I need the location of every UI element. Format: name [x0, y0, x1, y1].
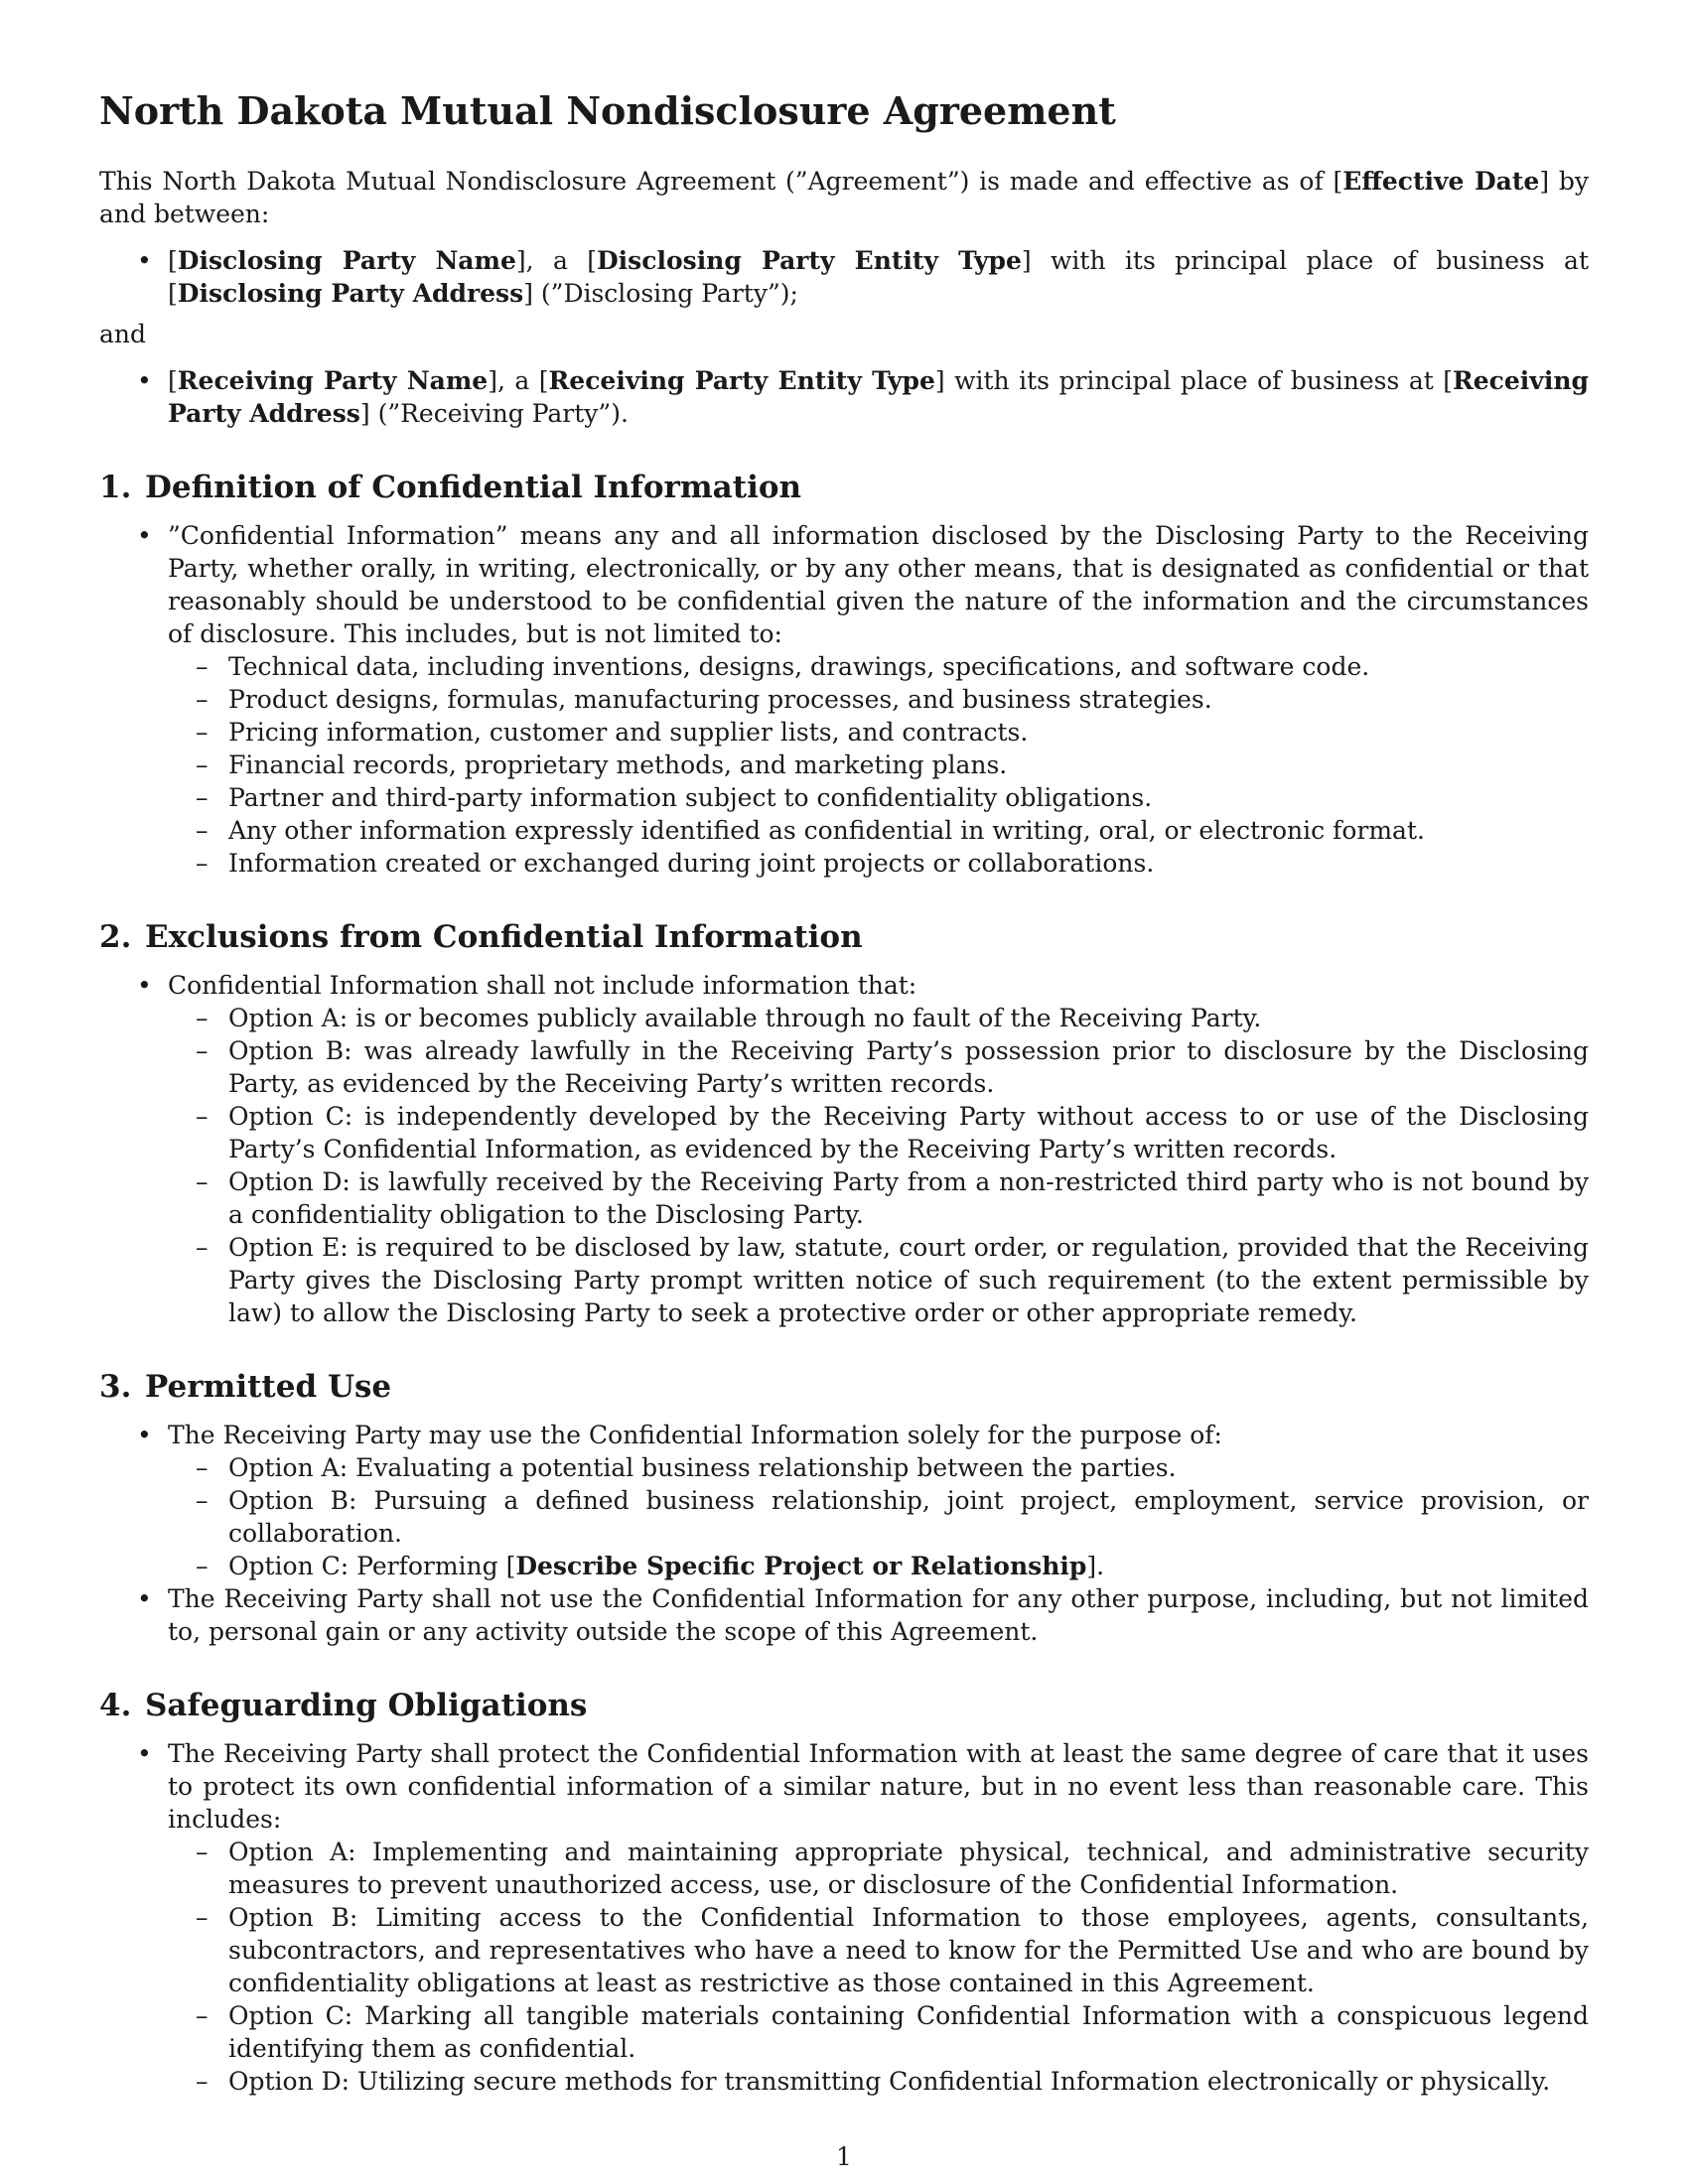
sub-list-item: – Option A: is or becomes publicly available through no fault of the Receiving Party. [168, 1002, 1589, 1034]
list-item: • Confidential Information shall not include information that: – Option A: is or becomes publicly available through no fault of the Receiving Party. – Option B: was already lawfully in the Receiving Party’s possession prior to disclosure by the Disclosing Party, as evidenced by the Receiving Party’s written records. – Option C: is independently developed by the Receiving Party without access to or use of the Disclosing Party’s Confidential Information, as evidenced by the Receiving Party’s written records. – Option D: is lawfully received by the Receiving Party from a non-restricted third party who is not bound by a confidentiality obligation to the Disclosing Party. – Option E: is required to be disclosed by law, statute, court order, or regulation, provided that the Receiving Party gives the Disclosing Party prompt written notice of such requirement (to the extent permissible by law) to allow the Disclosing Party to seek a protective order or other appropriate remedy. [99, 969, 1589, 1329]
disclosing-party-entity-placeholder: Disclosing Party Entity Type [596, 246, 1022, 275]
sub-list-item: – Option C: Marking all tangible materials containing Confidential Information with a conspicuous legend identifying them as confidential. [168, 1999, 1589, 2065]
sub-list-item: – Any other information expressly identified as confidential in writing, oral, or electronic format. [168, 814, 1589, 847]
sub-list-item: – Option C: is independently developed by the Receiving Party without access to or use of the Disclosing Party’s Confidential Information, as evidenced by the Receiving Party’s written records. [168, 1100, 1589, 1165]
disclosing-party-address-placeholder: Disclosing Party Address [177, 279, 524, 308]
sub-list [168, 1451, 1589, 1582]
section-2-list [99, 969, 1589, 1329]
intro-paragraph: This North Dakota Mutual Nondisclosure Agreement (”Agreement”) is made and effective as of [Effective Date] by and between: [99, 167, 1590, 228]
section-heading-3: 3. Permitted Use [99, 1369, 392, 1405]
document-title: North Dakota Mutual Nondisclosure Agreement [99, 88, 1116, 133]
page-number: 1 [836, 2142, 852, 2171]
sub-list-item: – Option D: is lawfully received by the Receiving Party from a non-restricted third party who is not bound by a confidentiality obligation to the Disclosing Party. [168, 1165, 1589, 1231]
disclosing-party-item: • [Disclosing Party Name], a [Disclosing Party Entity Type] with its principal place of business at [Disclosing Party Address] (”Disclosing Party”); [99, 244, 1589, 310]
section-3-list [99, 1419, 1589, 1648]
disclosing-party-list [99, 244, 1589, 310]
section-4-list [99, 1737, 1589, 2098]
sub-list-item: – Option C: Performing [Describe Specific Project or Relationship]. [168, 1550, 1589, 1582]
sub-list-item: – Pricing information, customer and supplier lists, and contracts. [168, 716, 1589, 749]
sub-list-item: – Option B: was already lawfully in the Receiving Party’s possession prior to disclosure by the Disclosing Party, as evidenced by the Receiving Party’s written records. [168, 1034, 1589, 1100]
project-description-placeholder: Describe Specific Project or Relationship [515, 1552, 1087, 1580]
sub-list-item: – Option B: Pursuing a defined business relationship, joint project, employment, service provision, or collaboration. [168, 1484, 1589, 1550]
sub-list-item: – Option D: Utilizing secure methods for transmitting Confidential Information electronically or physically. [168, 2065, 1589, 2098]
section-heading-1: 1. Definition of Confidential Information [99, 470, 802, 505]
receiving-party-name-placeholder: Receiving Party Name [177, 366, 489, 395]
sub-list-item: – Option A: Implementing and maintaining appropriate physical, technical, and administrative security measures to prevent unauthorized access, use, or disclosure of the Confidential Information. [168, 1836, 1589, 1901]
list-item: • The Receiving Party may use the Confidential Information solely for the purpose of: – Option A: Evaluating a potential business relationship between the parties. – Option B: Pursuing a defined business relationship, joint project, employment, service provision, or collaboration. – Option C: Performing [Describe Specific Project or Relationship]. [99, 1419, 1589, 1582]
list-item: • The Receiving Party shall protect the Confidential Information with at least the same degree of care that it uses to protect its own confidential information of a similar nature, but in no event less than reasonable care. This includes: – Option A: Implementing and maintaining appropriate physical, technical, and administrative security measures to prevent unauthorized access, use, or disclosure of the Confidential Information. – Option B: Limiting access to the Confidential Information to those employees, agents, consultants, subcontractors, and representatives who have a need to know for the Permitted Use and who are bound by confidentiality obligations at least as restrictive as those contained in this Agreement. – Option C: Marking all tangible materials containing Confidential Information with a conspicuous legend identifying them as confidential. – Option D: Utilizing secure methods for transmitting Confidential Information electronically or physically. [99, 1737, 1589, 2098]
section-heading-2: 2. Exclusions from Confidential Information [99, 919, 863, 955]
list-item: • The Receiving Party shall not use the Confidential Information for any other purpose, including, but not limited to, personal gain or any activity outside the scope of this Agreement. [99, 1582, 1589, 1648]
receiving-party-item: • [Receiving Party Name], a [Receiving Party Entity Type] with its principal place of business at [Receiving Party Address] (”Receiving Party”). [99, 364, 1589, 430]
and-conjunction: and [99, 320, 147, 348]
receiving-party-entity-placeholder: Receiving Party Entity Type [548, 366, 935, 395]
sub-list [168, 1836, 1589, 2098]
sub-list [168, 1002, 1589, 1329]
effective-date-placeholder: Effective Date [1342, 167, 1540, 196]
sub-list-item: – Option E: is required to be disclosed by law, statute, court order, or regulation, provided that the Receiving Party gives the Disclosing Party prompt written notice of such requirement (to the extent permissible by law) to allow the Disclosing Party to seek a protective order or other appropriate remedy. [168, 1231, 1589, 1329]
document-page [99, 87, 1589, 2098]
sub-list-item: – Option B: Limiting access to the Confidential Information to those employees, agents, consultants, subcontractors, and representatives who have a need to know for the Permitted Use and who are bound by confidentiality obligations at least as restrictive as those contained in this Agreement. [168, 1901, 1589, 1999]
sub-list-item: – Option A: Evaluating a potential business relationship between the parties. [168, 1451, 1589, 1484]
section-1-list [99, 519, 1589, 880]
sub-list-item: – Technical data, including inventions, designs, drawings, specifications, and software code. [168, 650, 1589, 683]
section-heading-4: 4. Safeguarding Obligations [99, 1688, 588, 1723]
disclosing-party-name-placeholder: Disclosing Party Name [177, 246, 516, 275]
list-item: • ”Confidential Information” means any and all information disclosed by the Disclosing Party to the Receiving Party, whether orally, in writing, electronically, or by any other means, that is designated as confidential or that reasonably should be understood to be confidential given the nature of the information and the circumstances of disclosure. This includes, but is not limited to: – Technical data, including inventions, designs, drawings, specifications, and software code. – Product designs, formulas, manufacturing processes, and business strategies. – Pricing information, customer and supplier lists, and contracts. – Financial records, proprietary methods, and marketing plans. – Partner and third-party information subject to confidentiality obligations. – Any other information expressly identified as confidential in writing, oral, or electronic format. – Information created or exchanged during joint projects or collaborations. [99, 519, 1589, 880]
sub-list-item: – Product designs, formulas, manufacturing processes, and business strategies. [168, 683, 1589, 716]
sub-list-item: – Financial records, proprietary methods, and marketing plans. [168, 749, 1589, 781]
receiving-party-list [99, 364, 1589, 430]
sub-list-item: – Partner and third-party information subject to confidentiality obligations. [168, 781, 1589, 814]
receiving-party-address-placeholder: Receiving Party Address [168, 366, 1589, 428]
sub-list-item: – Information created or exchanged during joint projects or collaborations. [168, 847, 1589, 880]
sub-list [168, 650, 1589, 880]
